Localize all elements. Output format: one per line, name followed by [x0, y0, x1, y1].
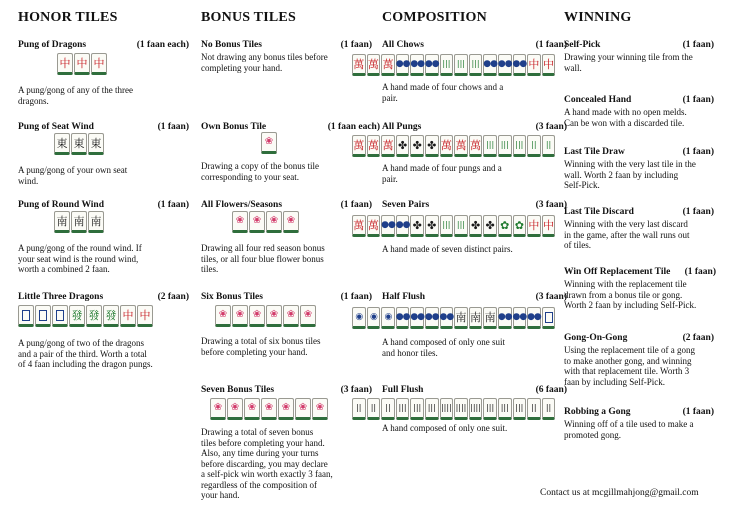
circle-tile: ●●	[396, 54, 410, 76]
white-dragon-tile	[35, 305, 51, 327]
entry-name: All Chows	[382, 40, 424, 50]
entry-description: A pung/gong of any of the three dragons.	[18, 85, 133, 106]
entry-name: Little Three Dragons	[18, 292, 104, 302]
entry-desc-seven-bonus-tiles	[201, 427, 376, 501]
east-wind-tile: 東	[54, 133, 70, 155]
entry-pung-of-round-wind	[18, 200, 193, 212]
character-tile: 萬	[352, 215, 366, 237]
flower-tile: ❀	[244, 398, 260, 420]
south-wind-tile: 南	[71, 211, 87, 233]
flower-tile: ❀	[249, 305, 265, 327]
entry-description: Drawing a total of seven bonus tiles before completing your hand. Also, any time during your turns before discarding, you may declare a self-pick win worth exactly 3 faan, regardless of the composition of your hand.	[201, 427, 333, 500]
circle-tile: ●●	[381, 215, 395, 237]
bamboo-tile: |||	[483, 135, 497, 157]
entry-name: All Flowers/Seasons	[201, 200, 283, 210]
entry-desc-own-bonus-tile	[201, 161, 376, 182]
white-dragon-tile	[18, 305, 34, 327]
tile-group-seven-bonus	[210, 398, 328, 420]
red-dragon-tile: 中	[91, 53, 107, 75]
entry-faan: (1 faan)	[535, 40, 567, 50]
entry-concealed-hand	[564, 95, 714, 128]
bamboo-tile: ||	[527, 398, 541, 420]
entry-faan: (3 faan)	[535, 292, 567, 302]
bamboo-tile: ||||	[440, 398, 454, 420]
bamboo-tile: ||||	[469, 398, 483, 420]
circle-tile: ●●	[425, 307, 439, 329]
south-wind-tile: 南	[54, 211, 70, 233]
entry-description: A hand made with no open melds. Can be won with a discarded tile.	[564, 107, 687, 128]
red-dragon-tile: 中	[137, 305, 153, 327]
circle-tile: ●●	[440, 307, 454, 329]
bird-bamboo-tile: ✤	[410, 215, 424, 237]
bamboo-tile: ||||	[454, 398, 468, 420]
entry-faan: (1 faan each)	[327, 122, 380, 132]
entry-name: Gong-On-Gong	[564, 333, 628, 343]
entry-name: Seven Pairs	[382, 200, 430, 210]
entry-faan: (1 faan)	[682, 95, 714, 105]
south-wind-tile: 南	[88, 211, 104, 233]
tile-group-east-wind	[54, 133, 104, 155]
circle-tile: ●●	[483, 54, 497, 76]
contact-email: Contact us at mcgillmahjong@gmail.com	[540, 488, 699, 498]
circle-tile: ●●	[498, 54, 512, 76]
character-tile: 萬	[440, 135, 454, 157]
entry-faan: (1 faan)	[682, 207, 714, 217]
entry-name: Seven Bonus Tiles	[201, 385, 275, 395]
bamboo-tile: ||	[381, 398, 395, 420]
bamboo-tile: ||	[542, 135, 556, 157]
entry-name: No Bonus Tiles	[201, 40, 262, 50]
entry-name: Concealed Hand	[564, 95, 632, 105]
east-wind-tile: 東	[88, 133, 104, 155]
red-dragon-tile: 中	[542, 215, 556, 237]
entry-last-tile-discard	[564, 207, 714, 251]
entry-faan: (2 faan)	[157, 292, 189, 302]
column-title: BONUS TILES	[201, 10, 296, 25]
bamboo-tile: |||	[469, 54, 483, 76]
south-wind-tile: 南	[469, 307, 483, 329]
red-dragon-tile: 中	[542, 54, 556, 76]
flower-tile: ❀	[266, 211, 282, 233]
entry-all-pungs	[382, 122, 567, 134]
south-wind-tile: 南	[483, 307, 497, 329]
white-dragon-tile	[542, 307, 556, 329]
circle-tile: ◉	[381, 307, 395, 329]
bamboo-tile: |||	[498, 398, 512, 420]
bamboo-tile: |||	[513, 398, 527, 420]
red-dragon-tile: 中	[74, 53, 90, 75]
entry-description: Not drawing any bonus tiles before completing your hand.	[201, 52, 328, 73]
tile-group-seven-pairs	[352, 215, 555, 237]
entry-faan: (6 faan)	[535, 385, 567, 395]
bamboo-tile: |||	[440, 215, 454, 237]
flower-tile: ❀	[283, 211, 299, 233]
circle-tile: ●●	[396, 307, 410, 329]
entry-six-bonus-tiles	[201, 292, 376, 304]
flower-tile: ❀	[232, 305, 248, 327]
column-title: HONOR TILES	[18, 10, 118, 25]
circle-tile: ●●	[425, 54, 439, 76]
entry-name: Last Tile Draw	[564, 147, 625, 157]
entry-desc-all-flowers-seasons	[201, 243, 376, 275]
entry-desc-pung-of-seat-wind	[18, 165, 193, 186]
entry-desc-little-three-dragons	[18, 338, 193, 370]
bamboo-tile: ||	[367, 398, 381, 420]
bamboo-tile: |||	[440, 54, 454, 76]
entry-faan: (1 faan)	[682, 147, 714, 157]
bamboo-tile: ||	[527, 135, 541, 157]
entry-description: A pung/gong of two of the dragons and a pair of the third. Worth a total of 4 faan including the dragon pungs.	[18, 338, 153, 369]
tile-group-all-chows	[352, 54, 555, 76]
entry-desc-all-pungs	[382, 163, 557, 184]
circle-tile: ◉	[352, 307, 366, 329]
entry-desc-six-bonus-tiles	[201, 336, 376, 357]
entry-name: Half Flush	[382, 292, 426, 302]
entry-desc-pung-of-round-wind	[18, 243, 193, 275]
entry-self-pick	[564, 40, 714, 73]
flower-tile: ❀	[227, 398, 243, 420]
flower-tile: ❀	[312, 398, 328, 420]
bird-bamboo-tile: ✤	[425, 215, 439, 237]
bird-bamboo-tile: ✤	[396, 135, 410, 157]
entry-description: Winning with the replacement tile drawn from a bonus tile or gong. Worth 2 faan by including Self-Pick.	[564, 279, 697, 310]
tile-group-full-flush	[352, 398, 555, 420]
entry-name: Pung of Dragons	[18, 40, 87, 50]
character-tile: 萬	[469, 135, 483, 157]
flower-tile: ❀	[278, 398, 294, 420]
entry-name: Last Tile Discard	[564, 207, 634, 217]
entry-little-three-dragons	[18, 292, 193, 304]
entry-name: Self-Pick	[564, 40, 601, 50]
flower-tile: ❀	[232, 211, 248, 233]
tile-group-three-dragons	[18, 305, 153, 327]
entry-description: Drawing all four red season bonus tiles, or all four blue flower bonus tiles.	[201, 243, 325, 274]
entry-faan: (1 faan each)	[136, 40, 189, 50]
bamboo-tile: |||	[454, 54, 468, 76]
entry-desc-full-flush	[382, 423, 557, 434]
flower-tile: ❀	[249, 211, 265, 233]
entry-faan: (1 faan)	[340, 40, 372, 50]
bird-bamboo-tile: ✤	[469, 215, 483, 237]
circle-tile: ●●	[513, 54, 527, 76]
bamboo-tile: |||	[513, 135, 527, 157]
bamboo-tile: |||	[498, 135, 512, 157]
tile-group-dragons	[57, 53, 107, 75]
entry-half-flush	[382, 292, 567, 304]
tile-group-south-wind	[54, 211, 104, 233]
entry-description: Drawing your winning tile from the wall.	[564, 52, 693, 73]
entry-description: A hand made of seven distinct pairs.	[382, 244, 513, 254]
bird-tile: ✿	[513, 215, 527, 237]
circle-tile: ●●	[527, 307, 541, 329]
entry-description: A pung/gong of your own seat wind.	[18, 165, 128, 186]
entry-description: Winning with the very last discard in the game, after the wall runs out of tiles.	[564, 219, 690, 250]
entry-win-off-replacement-tile	[564, 267, 714, 311]
character-tile: 萬	[454, 135, 468, 157]
tile-group-all-pungs	[352, 135, 555, 157]
entry-pung-of-dragons	[18, 40, 193, 52]
circle-tile: ●●	[396, 215, 410, 237]
entry-description: A hand composed of only one suit.	[382, 423, 508, 433]
green-dragon-tile: 發	[69, 305, 85, 327]
tile-group-own-bonus	[261, 132, 277, 154]
circle-tile: ●●	[513, 307, 527, 329]
entry-gong-on-gong	[564, 333, 714, 387]
column-title: COMPOSITION	[382, 10, 487, 25]
character-tile: 萬	[352, 54, 366, 76]
character-tile: 萬	[381, 54, 395, 76]
flower-tile: ❀	[261, 132, 277, 154]
entry-description: A hand composed of only one suit and honor tiles.	[382, 337, 505, 358]
green-dragon-tile: 發	[86, 305, 102, 327]
entry-name: Own Bonus Tile	[201, 122, 267, 132]
entry-faan: (1 faan)	[157, 122, 189, 132]
entry-robbing-a-gong	[564, 407, 714, 440]
entry-no-bonus-tiles	[201, 40, 376, 73]
entry-description: Drawing a copy of the bonus tile corresponding to your seat.	[201, 161, 319, 182]
entry-desc-seven-pairs	[382, 244, 557, 255]
red-dragon-tile: 中	[527, 54, 541, 76]
column-title: WINNING	[564, 10, 632, 25]
east-wind-tile: 東	[71, 133, 87, 155]
bamboo-tile: ||	[352, 398, 366, 420]
red-dragon-tile: 中	[57, 53, 73, 75]
entry-description: A hand made of four chows and a pair.	[382, 82, 504, 103]
entry-desc-all-chows	[382, 82, 557, 103]
entry-faan: (3 faan)	[535, 200, 567, 210]
character-tile: 萬	[352, 135, 366, 157]
entry-faan: (1 faan)	[157, 200, 189, 210]
circle-tile: ●●	[410, 54, 424, 76]
entry-name: Full Flush	[382, 385, 424, 395]
entry-name: Pung of Seat Wind	[18, 122, 94, 132]
entry-faan: (2 faan)	[682, 333, 714, 343]
bird-bamboo-tile: ✤	[425, 135, 439, 157]
bamboo-tile: |||	[410, 398, 424, 420]
entry-name: All Pungs	[382, 122, 422, 132]
entry-pung-of-seat-wind	[18, 122, 193, 134]
bird-bamboo-tile: ✤	[483, 215, 497, 237]
bamboo-tile: ||	[542, 398, 556, 420]
entry-description: Drawing a total of six bonus tiles before completing your hand.	[201, 336, 321, 357]
bamboo-tile: |||	[425, 398, 439, 420]
bird-bamboo-tile: ✤	[410, 135, 424, 157]
entry-name: Pung of Round Wind	[18, 200, 104, 210]
circle-tile: ●●	[498, 307, 512, 329]
entry-name: Robbing a Gong	[564, 407, 631, 417]
red-dragon-tile: 中	[120, 305, 136, 327]
flower-tile: ❀	[283, 305, 299, 327]
flower-tile: ❀	[266, 305, 282, 327]
entry-faan: (3 faan)	[340, 385, 372, 395]
entry-own-bonus-tile	[201, 122, 380, 134]
entry-faan: (3 faan)	[535, 122, 567, 132]
flower-tile: ❀	[300, 305, 316, 327]
entry-seven-pairs	[382, 200, 567, 212]
entry-desc-pung-of-dragons	[18, 85, 193, 106]
green-dragon-tile: 發	[103, 305, 119, 327]
entry-desc-half-flush	[382, 337, 557, 358]
character-tile: 萬	[367, 54, 381, 76]
red-dragon-tile: 中	[527, 215, 541, 237]
entry-faan: (1 faan)	[340, 292, 372, 302]
entry-description: A hand made of four pungs and a pair.	[382, 163, 502, 184]
entry-seven-bonus-tiles	[201, 385, 376, 397]
entry-description: Using the replacement tile of a gong to make another gong, and winning with that replacement tile. Worth 3 faan by including Self-Pick.	[564, 345, 695, 387]
character-tile: 萬	[381, 135, 395, 157]
bamboo-tile: |||	[454, 215, 468, 237]
tile-group-flowers	[232, 211, 299, 233]
entry-description: Winning off of a tile used to make a promoted gong.	[564, 419, 694, 440]
entry-name: Win Off Replacement Tile	[564, 267, 671, 277]
flower-tile: ❀	[215, 305, 231, 327]
entry-description: Winning with the very last tile in the wall. Worth 2 faan by including Self-Pick.	[564, 159, 696, 190]
circle-tile: ●●	[410, 307, 424, 329]
bamboo-tile: |||	[483, 398, 497, 420]
bamboo-tile: |||	[396, 398, 410, 420]
flower-tile: ❀	[261, 398, 277, 420]
entry-faan: (1 faan)	[682, 407, 714, 417]
entry-faan: (1 faan)	[340, 200, 372, 210]
entry-last-tile-draw	[564, 147, 714, 191]
entry-all-chows	[382, 40, 567, 52]
flower-tile: ❀	[295, 398, 311, 420]
south-wind-tile: 南	[454, 307, 468, 329]
flower-tile: ❀	[210, 398, 226, 420]
character-tile: 萬	[367, 215, 381, 237]
entry-name: Six Bonus Tiles	[201, 292, 263, 302]
tile-group-six-bonus	[215, 305, 316, 327]
circle-tile: ◉	[367, 307, 381, 329]
entry-full-flush	[382, 385, 567, 397]
entry-description: A pung/gong of the round wind. If your seat wind is the round wind, worth a combined 2 faan.	[18, 243, 142, 274]
tile-group-half-flush	[352, 307, 555, 329]
bird-tile: ✿	[498, 215, 512, 237]
character-tile: 萬	[367, 135, 381, 157]
white-dragon-tile	[52, 305, 68, 327]
entry-faan: (1 faan)	[684, 267, 716, 277]
entry-faan: (1 faan)	[682, 40, 714, 50]
